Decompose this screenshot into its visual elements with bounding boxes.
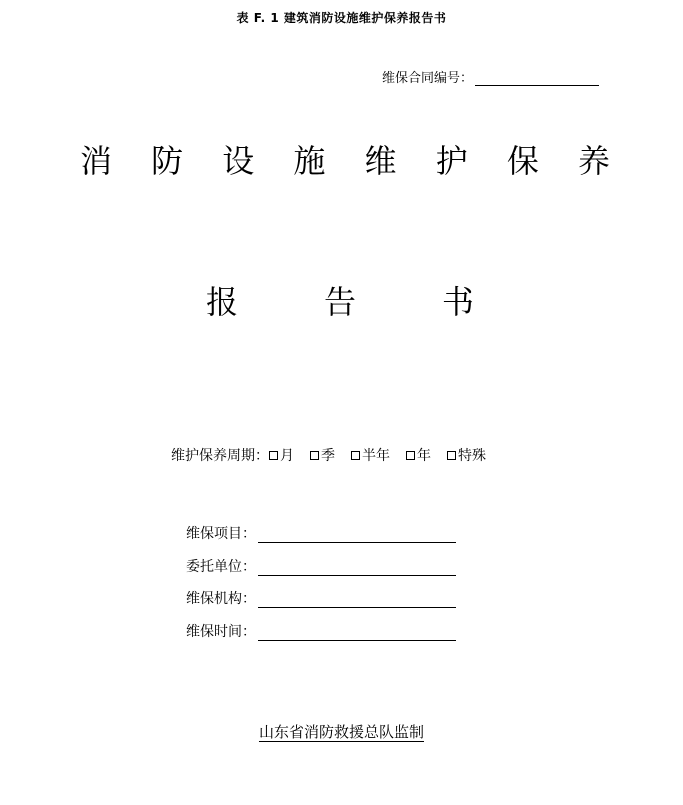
title-char: 报 xyxy=(205,283,238,321)
report-title-line-1 xyxy=(78,136,612,182)
title-char: 养 xyxy=(577,142,610,180)
agency-field[interactable] xyxy=(258,591,456,608)
info-row-project xyxy=(186,521,456,543)
cycle-option-label: 季 xyxy=(321,448,335,464)
info-row-client xyxy=(186,554,456,576)
cycle-option-half-year[interactable] xyxy=(351,445,390,465)
info-row-time xyxy=(186,619,456,641)
info-row-agency xyxy=(186,586,456,608)
checkbox-icon[interactable] xyxy=(269,451,278,460)
title-char: 告 xyxy=(323,283,356,321)
title-char: 护 xyxy=(435,142,468,180)
report-title-line-2 xyxy=(204,277,476,323)
title-char: 书 xyxy=(441,283,474,321)
cycle-option-label: 年 xyxy=(417,448,431,464)
title-char: 消 xyxy=(79,142,112,180)
issuer-footer xyxy=(0,721,683,742)
title-char: 施 xyxy=(293,142,326,180)
title-char: 保 xyxy=(506,142,539,180)
issuer-label: 山东省消防救援总队监制 xyxy=(258,723,424,741)
cycle-option-label: 特殊 xyxy=(458,448,486,464)
cycle-option-year[interactable] xyxy=(406,445,431,465)
title-char: 设 xyxy=(222,142,255,180)
cycle-option-label: 月 xyxy=(280,448,294,464)
maintenance-cycle-row xyxy=(171,445,502,465)
client-field[interactable] xyxy=(258,559,456,576)
checkbox-icon[interactable] xyxy=(351,451,360,460)
info-label: 维保项目： xyxy=(186,526,256,542)
contract-number-label: 维保合同编号： xyxy=(382,71,474,86)
cycle-option-quarter[interactable] xyxy=(310,445,335,465)
cycle-option-month[interactable] xyxy=(269,445,294,465)
checkbox-icon[interactable] xyxy=(406,451,415,460)
title-char: 防 xyxy=(151,142,184,180)
info-label: 委托单位： xyxy=(186,558,256,575)
table-title: 表 F. 1 建筑消防设施维护保养报告书 xyxy=(236,11,447,25)
info-label: 维保时间： xyxy=(186,623,256,640)
time-field[interactable] xyxy=(258,624,456,641)
checkbox-icon[interactable] xyxy=(310,451,319,460)
title-char: 维 xyxy=(364,142,397,180)
contract-number-row xyxy=(382,67,599,86)
checkbox-icon[interactable] xyxy=(447,451,456,460)
cycle-option-label: 半年 xyxy=(362,448,390,464)
maintenance-info-list xyxy=(186,521,456,651)
cycle-option-special[interactable] xyxy=(447,445,486,465)
info-label: 维保机构： xyxy=(186,591,256,607)
contract-number-field[interactable] xyxy=(475,71,599,86)
maintenance-cycle-label: 维护保养周期： xyxy=(171,448,269,464)
project-field[interactable] xyxy=(258,526,456,543)
